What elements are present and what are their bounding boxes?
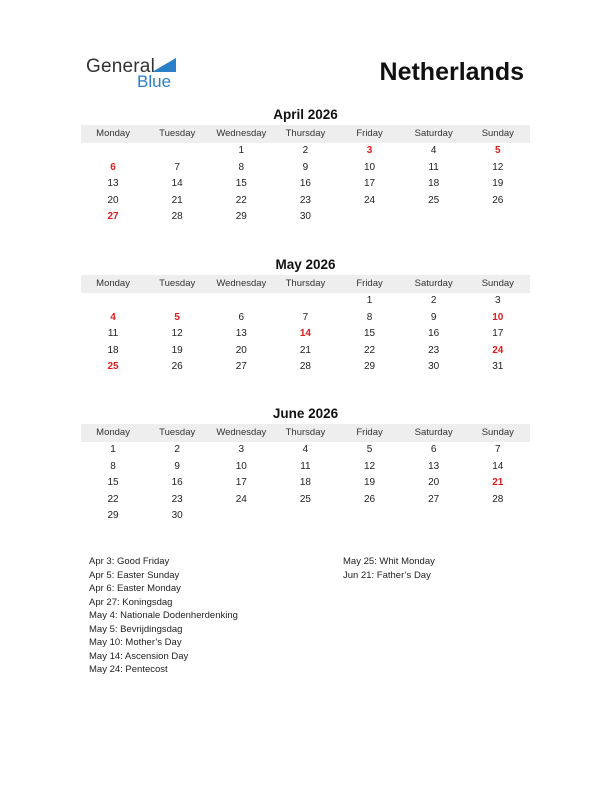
day-cell: 28	[171, 211, 183, 222]
week-row	[81, 310, 530, 327]
day-cell: 24	[364, 194, 376, 206]
empty-day-cell	[209, 508, 273, 525]
day-cell: 30	[171, 510, 183, 521]
month-title: May 2026	[275, 257, 336, 272]
day-cell: 18	[299, 477, 311, 488]
weekday-label: Thursday	[285, 128, 326, 139]
weekday-label: Wednesday	[216, 128, 267, 139]
day-cell: 30	[428, 361, 440, 372]
weekday-label: Saturday	[414, 278, 453, 289]
day-cell: 12	[492, 161, 504, 173]
holiday-entry: Apr 6: Easter Monday	[89, 583, 181, 594]
day-cell: 2	[302, 145, 309, 156]
day-cell: 5	[366, 444, 373, 455]
weekday-header	[81, 125, 530, 143]
weekday-label: Tuesday	[159, 128, 196, 139]
weekday-label: Tuesday	[159, 427, 196, 438]
weekday-label: Friday	[356, 128, 383, 139]
empty-day-cell	[145, 143, 209, 160]
empty-day-cell	[209, 293, 273, 310]
day-cell: 3	[238, 444, 245, 455]
day-cell: 21	[171, 194, 183, 206]
day-cell: 12	[364, 460, 376, 472]
holiday-entry: May 24: Pentecost	[89, 664, 168, 675]
day-cell: 13	[107, 178, 119, 189]
day-cell: 11	[428, 161, 439, 173]
day-cell: 11	[300, 460, 311, 472]
day-cell: 8	[238, 161, 245, 173]
day-cell: 16	[428, 328, 440, 339]
day-cell: 30	[299, 211, 311, 222]
day-cell: 10	[364, 161, 376, 173]
day-cell: 22	[107, 493, 119, 505]
week-row	[81, 209, 530, 226]
day-cell: 27	[428, 493, 440, 505]
week-row	[81, 193, 530, 210]
day-cell: 18	[107, 344, 119, 356]
day-cell: 3	[495, 295, 501, 306]
week-row	[81, 508, 530, 525]
day-cell: 20	[107, 194, 119, 206]
empty-day-cell	[402, 209, 466, 226]
day-cell: 29	[235, 211, 247, 222]
month-grid	[81, 293, 530, 376]
empty-day-cell	[81, 293, 145, 310]
day-cell: 4	[110, 311, 116, 323]
day-cell: 8	[110, 460, 116, 472]
weekday-header	[81, 424, 530, 442]
logo-text-general: General	[86, 56, 155, 77]
day-cell: 23	[171, 493, 183, 505]
day-cell: 1	[366, 295, 373, 306]
month-grid	[81, 442, 530, 525]
month-may	[81, 256, 530, 376]
day-cell: 25	[428, 194, 440, 206]
empty-day-cell	[338, 508, 402, 525]
month-title: April 2026	[273, 107, 338, 122]
weekday-label: Thursday	[285, 427, 326, 438]
country-title: Netherlands	[379, 58, 524, 86]
month-june	[81, 405, 530, 525]
day-cell: 24	[492, 344, 504, 356]
weekday-label: Tuesday	[159, 278, 196, 289]
day-cell: 6	[110, 161, 116, 173]
holiday-entry: May 4: Nationale Dodenherdenking	[89, 610, 238, 621]
day-cell: 1	[110, 444, 116, 455]
day-cell: 8	[366, 311, 373, 323]
week-row	[81, 459, 530, 476]
day-cell: 2	[174, 444, 180, 455]
day-cell: 29	[107, 510, 119, 521]
empty-day-cell	[402, 508, 466, 525]
day-cell: 4	[430, 145, 437, 156]
day-cell: 25	[107, 361, 119, 372]
holiday-entry: May 10: Mother’s Day	[89, 637, 182, 648]
day-cell: 28	[492, 493, 504, 505]
weekday-label: Thursday	[285, 278, 326, 289]
day-cell: 23	[428, 344, 440, 356]
day-cell: 5	[495, 145, 501, 156]
holiday-list-column-1	[89, 555, 238, 677]
day-cell: 12	[171, 328, 183, 339]
day-cell: 3	[366, 145, 373, 156]
day-cell: 27	[235, 361, 247, 372]
day-cell: 19	[171, 344, 183, 356]
day-cell: 9	[430, 311, 437, 323]
weekday-label: Monday	[96, 128, 130, 139]
week-row	[81, 160, 530, 177]
generalblue-logo	[86, 56, 196, 92]
day-cell: 21	[492, 477, 504, 488]
day-cell: 22	[364, 344, 376, 356]
day-cell: 10	[492, 311, 504, 323]
day-cell: 6	[430, 444, 437, 455]
holiday-entry: May 25: Whit Monday	[343, 556, 435, 567]
weekday-header	[81, 275, 530, 293]
day-cell: 15	[107, 477, 119, 488]
day-cell: 10	[235, 460, 247, 472]
weekday-label: Sunday	[481, 278, 514, 289]
day-cell: 29	[364, 361, 376, 372]
day-cell: 9	[174, 460, 180, 472]
day-cell: 11	[107, 328, 119, 339]
day-cell: 19	[364, 477, 376, 488]
logo-triangle-icon	[152, 58, 176, 72]
day-cell: 18	[428, 178, 440, 189]
day-cell: 17	[492, 328, 504, 339]
week-row	[81, 359, 530, 376]
weekday-label: Friday	[356, 278, 383, 289]
weekday-label: Saturday	[414, 427, 453, 438]
weekday-label: Wednesday	[216, 427, 267, 438]
day-cell: 24	[235, 493, 247, 505]
weekday-label: Sunday	[481, 128, 514, 139]
holiday-entry: Jun 21: Father’s Day	[343, 569, 431, 581]
day-cell: 23	[299, 194, 311, 206]
empty-day-cell	[273, 293, 337, 310]
day-cell: 14	[492, 460, 504, 472]
day-cell: 1	[238, 145, 245, 156]
weekday-label: Monday	[96, 278, 130, 289]
empty-day-cell	[338, 209, 402, 226]
day-cell: 5	[174, 311, 180, 323]
weekday-label: Saturday	[414, 128, 453, 139]
holiday-entry: May 5: Bevrijdingsdag	[89, 623, 183, 635]
weekday-label: Wednesday	[216, 278, 267, 289]
day-cell: 26	[492, 194, 504, 206]
weekday-label: Sunday	[481, 427, 514, 438]
day-cell: 2	[430, 295, 437, 306]
week-row	[81, 143, 530, 160]
empty-day-cell	[466, 209, 530, 226]
day-cell: 22	[235, 194, 247, 206]
holiday-list-column-2	[343, 555, 435, 582]
day-cell: 16	[299, 178, 311, 189]
day-cell: 19	[492, 178, 504, 189]
logo-text-blue: Blue	[137, 72, 172, 91]
holiday-entry: Apr 3: Good Friday	[89, 556, 170, 567]
week-row	[81, 475, 530, 492]
holiday-entry: May 14: Ascension Day	[89, 650, 189, 662]
day-cell: 20	[235, 344, 247, 356]
day-cell: 14	[299, 328, 311, 339]
weekday-label: Monday	[96, 427, 130, 438]
day-cell: 9	[302, 161, 309, 173]
week-row	[81, 442, 530, 459]
day-cell: 13	[235, 328, 247, 339]
day-cell: 7	[302, 311, 309, 323]
empty-day-cell	[81, 143, 145, 160]
holiday-entry: Apr 5: Easter Sunday	[89, 569, 180, 581]
day-cell: 17	[364, 178, 376, 189]
day-cell: 16	[171, 477, 183, 488]
day-cell: 20	[428, 477, 440, 488]
week-row	[81, 176, 530, 193]
day-cell: 4	[302, 444, 309, 455]
day-cell: 7	[495, 444, 501, 455]
day-cell: 21	[299, 344, 311, 356]
day-cell: 26	[171, 361, 183, 372]
day-cell: 13	[428, 460, 440, 472]
day-cell: 6	[238, 311, 245, 323]
day-cell: 7	[174, 161, 180, 173]
day-cell: 17	[235, 477, 247, 488]
day-cell: 15	[364, 328, 376, 339]
day-cell: 25	[299, 493, 311, 505]
empty-day-cell	[273, 508, 337, 525]
day-cell: 26	[364, 493, 376, 505]
day-cell: 28	[299, 361, 311, 372]
day-cell: 31	[492, 361, 504, 372]
month-april	[81, 106, 530, 226]
month-grid	[81, 143, 530, 226]
day-cell: 27	[107, 211, 119, 222]
week-row	[81, 326, 530, 343]
week-row	[81, 343, 530, 360]
weekday-label: Friday	[356, 427, 383, 438]
week-row	[81, 492, 530, 509]
empty-day-cell	[145, 293, 209, 310]
holiday-entry: Apr 27: Koningsdag	[89, 596, 173, 608]
day-cell: 15	[235, 178, 247, 189]
week-row	[81, 293, 530, 310]
month-title: June 2026	[272, 406, 339, 421]
day-cell: 14	[171, 178, 183, 189]
empty-day-cell	[466, 508, 530, 525]
